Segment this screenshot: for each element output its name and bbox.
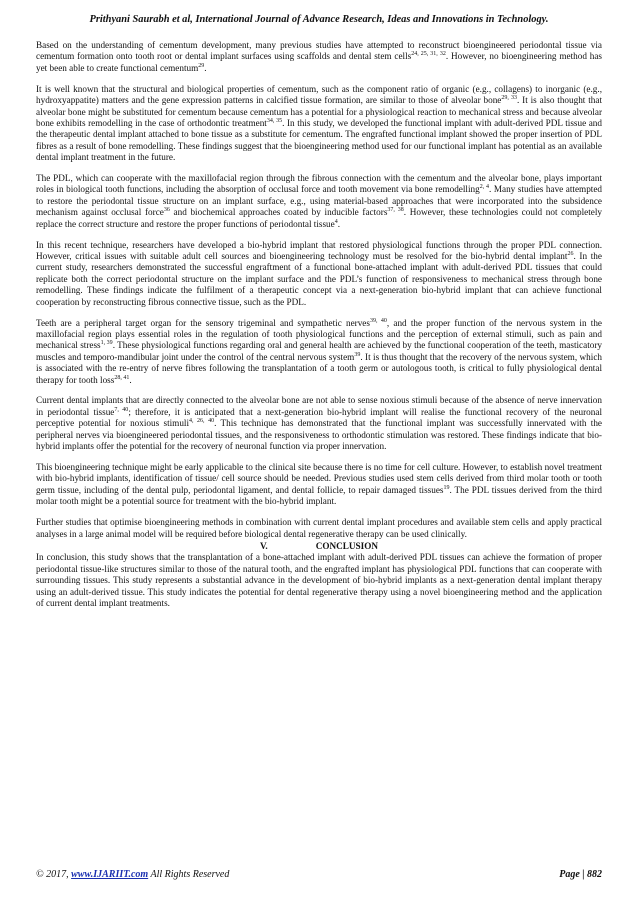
citation: 2, 4 — [479, 184, 489, 191]
page-number: Page | 882 — [559, 869, 602, 880]
paragraph-nerve-innervation: Current dental implants that are directly connected to the alveolar bone are not able to sense noxious stimuli because of the absence of nerve innervation in periodontal tissue$^{7, 40}$; therefore, it is anticipated that a next-generation bio-hybrid implant will realise the functional recovery of the neuronal perceptive potential for noxious stimuli$^{4, 26, 40}$. This technique has demonstrated that the functional implant was successfully innervated with the peripheral nerves via bioengineered periodontal tissues, and the responsiveness to orthodontic stimulation was restored. These findings indicate that bio-hybrid implants offer the potential for the recovery of neuronal function via proper innervation. — [36, 395, 603, 452]
paragraph-nervous-system: Teeth are a peripheral target organ for the sensory trigeminal and sympathetic nerves$^{39, 40}$, and the proper function of the nervous system in the maxillofacial region plays essential roles in the regulation of tooth physiological functions and the perception of external stimuli, such as pain and mechanical stress$^{1, 39}$. These physiological functions regarding oral and general health are achieved by the functional cooperation of the teeth, masticatory muscles and temporo-mandibular joint under the control of the central nervous system$^{39}$. It is thus thought that the recovery of the nervous system, which is associated with the re-entry of nerve fibres following the transplantation of a tooth germ or autologous tooth, is critical to fully physiological dental therapy for tooth loss$^{28, 41}$. — [36, 317, 602, 385]
citation: 39 — [354, 351, 361, 358]
running-header: Prithyani Saurabh et al, International Journal of Advance Research, Ideas and Innovations in Technology. — [89, 14, 549, 25]
citation: 4, 26, 40 — [189, 418, 215, 425]
citation: 26 — [567, 250, 574, 257]
paragraph-cementum-development: Based on the understanding of cementum development, many previous studies have attempted to reconstruct bioengineered periodontal tissue via cementum formation onto tooth root or dental implant surfaces using scaffolds and dental stem cells$^{24, 25, 31, 32}$. However, no bioengineering method has yet been able to create functional cementum$^{29}$. — [36, 40, 602, 73]
citation: 29, 33 — [501, 95, 517, 102]
section-title: CONCLUSION — [315, 540, 379, 551]
citation: 28, 41 — [114, 374, 130, 381]
citation: 29 — [198, 62, 205, 69]
section-heading-conclusion — [36, 541, 602, 552]
paragraph-clinical-application: This bioengineering technique might be early applicable to the clinical site because there is no time for cell culture. However, to establish novel treatment with bio-hybrid implants, identification of tissue/ cell source should be needed. Previous studies used stem cells derived from third molar tooth or tooth germ tissue, including of the dental pulp, periodontal ligament, and dental follicle, to repair damaged tissues$^{19}$. The PDL tissues derived from the third molar tooth might be a potential source for treatment with the bio-hybrid implant. — [36, 462, 602, 507]
citation: 19 — [443, 484, 450, 491]
paragraph-pdl-functions: The PDL, which can cooperate with the maxillofacial region through the fibrous connection with the cementum and the alveolar bone, plays important roles in biological tooth functions, including the absorption of occlusal force and tooth movement via bone remodelling$^{2, 4}$. Many studies have attempted to restore the periodontal tissue structure on an implant surface, e.g., using material-based approaches that were incorporated into the subsidence mechanism against occlusal force$^{36}$ and biochemical approaches coated by inducible factors$^{37, 38}$. However, these technologies could not completely replace the correct structure and restore the proper functions of periodontal tissue$^4$. — [36, 173, 603, 229]
citation: 24, 25, 31, 32 — [411, 51, 446, 58]
paragraph-further-studies: Further studies that optimise bioengineering methods in combination with current dental implant procedures and available stem cells and apply practical analyses in a large animal model will be required before biological dental regenerative therapy can be used clinically. — [36, 517, 602, 539]
paragraph-conclusion: In conclusion, this study shows that the transplantation of a bone-attached implant with adult-derived PDL tissues can achieve the formation of proper periodontal tissue-like structures similar to those of the natural tooth, and the engrafted implant has physiological PDL functions that can cooperate with surrounding tissues. This study represents a substantial advance in the development of bio-hybrid implants as a next-generation dental implant therapy using an adult-derived tissue. This study indicates the potential for dental regenerative therapy using a novel bioengineering method and the application of current dental implant treatments. — [36, 552, 602, 608]
citation: 37, 38 — [387, 207, 404, 214]
journal-website-link[interactable]: www.IJARIIT.com — [71, 869, 149, 880]
page-footer — [36, 869, 602, 883]
citation: 1, 39 — [100, 340, 113, 347]
citation: 39, 40 — [369, 317, 387, 324]
article-body — [36, 40, 602, 609]
footer-copyright: © 2017, www.IJARIIT.com All Rights Reserved — [36, 869, 230, 880]
citation: 36 — [163, 207, 170, 214]
section-number: V. — [259, 540, 268, 551]
citation: 4 — [334, 218, 338, 225]
paragraph-bio-hybrid-implant: In this recent technique, researchers have developed a bio-hybrid implant that restored physiological functions through the proper PDL connection. However, critical issues with suitable adult cell sources and bioengineering technology must be resolved for the bio-hybrid dental implant$^{26}$. In the current study, researchers demonstrated the successful engraftment of a functional bone-attached implant with adult-derived PDL tissues that could replicate both the correct periodontal structure on the implant surface and the PDL’s function of responsiveness to mechanical stress through bone remodelling. These findings indicate the fulfilment of a therapeutic concept via a next-generation bio-hybrid implant that can achieve functional cooperation by reconstructing fibrous connective tissue, such as the PDL. — [36, 239, 602, 307]
citation: 34, 35 — [266, 117, 283, 124]
paragraph-cementum-properties: It is well known that the structural and biological properties of cementum, such as the component ratio of organic (e.g., collagens) to inorganic (e.g., hydroxyappatite) matters and the gene expression patterns in calcified tissue formation, are similar to those of alveolar bone$^{29, 33}$. It is also thought that alveolar bone might be substituted for cementum because cementum has a potential for a physiological reaction to mechanical stress and because alveolar bone exhibits remodelling in the case of orthodontic treatment$^{34, 35}$. In this study, we developed the functional implant with adult-derived PDL tissue and the therapeutic dental implant attached to bone tissue as a substitute for cementum. The engrafted functional implant showed the proper insertion of PDL fibres as a result of bone remodelling. These findings suggest that the bioengineering method used for our functional implant has potential as an available dental implant treatment in the future. — [36, 83, 603, 163]
citation: 7, 40 — [114, 406, 129, 413]
